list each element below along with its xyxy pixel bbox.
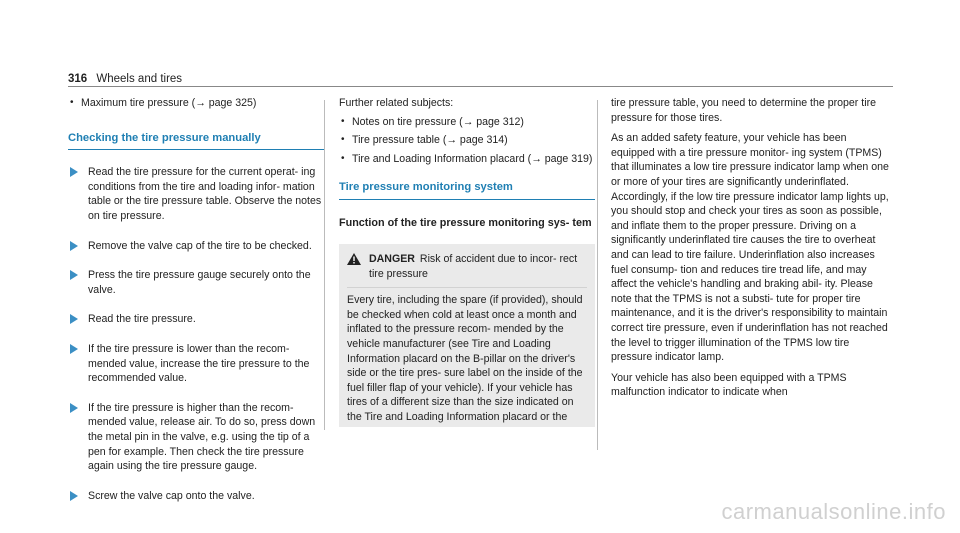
danger-box: [339, 244, 595, 427]
column-3: [611, 96, 893, 406]
step-item: [68, 268, 324, 297]
step-item: [68, 489, 324, 504]
section-title-manual-check: Checking the tire pressure manually: [68, 131, 324, 151]
header-divider: [68, 86, 893, 87]
list-item: [339, 115, 595, 130]
step-arrow-icon: [68, 401, 88, 474]
related-link: Notes on tire pressure (→ page 312): [352, 115, 524, 128]
page-header: [68, 73, 182, 85]
column-1: [68, 96, 324, 503]
paragraph: tire pressure table, you need to determine the proper tire pressure for those tires.: [611, 97, 876, 124]
danger-body: Every tire, including the spare (if provided), should be checked when cold at least once a month and inflated to the pressure recom- mended by the vehicle manufacturer (see Tire and Loading Information placard on the B-pillar on the driver's side or the tire pres- sure label on the inside of the fuel filler flap of your vehicle). If your vehicle has tires of a different size than the size indicated on the Tire and Loading Information placard or the: [347, 287, 587, 424]
column-2: [339, 96, 595, 427]
danger-summary: Risk of accident due to incor- rect tire pressure: [369, 252, 578, 280]
related-link: Tire pressure table (→ page 314): [352, 134, 508, 147]
bullet-icon: •: [341, 134, 345, 146]
step-arrow-icon: [68, 165, 88, 223]
list-item: [339, 152, 595, 167]
step-text: Read the tire pressure for the current operat- ing conditions from the tire and loading infor- mation table or the tire pressure table. Observe the notes on tire pressure.: [88, 166, 322, 222]
danger-label: DANGER: [369, 252, 415, 265]
step-item: [68, 312, 324, 327]
chapter-title: Wheels and tires: [96, 73, 183, 85]
step-item: [68, 165, 324, 223]
step-text: Screw the valve cap onto the valve.: [88, 489, 255, 502]
step-arrow-icon: [68, 312, 88, 327]
step-arrow-icon: [68, 342, 88, 386]
list-item: [339, 133, 595, 148]
bullet-icon: •: [70, 97, 74, 108]
related-label: Further related subjects:: [339, 97, 454, 109]
page-number: 316: [68, 73, 88, 85]
step-arrow-icon: [68, 489, 88, 504]
subheading: Function of the tire pressure monitoring sys- tem: [339, 216, 592, 229]
danger-header: [347, 252, 587, 281]
related-link: Tire and Loading Information placard (→ page 319): [352, 152, 593, 165]
list-item: [68, 96, 324, 111]
section-title-tpms: Tire pressure monitoring system: [339, 180, 595, 200]
bullet-icon: •: [341, 152, 345, 164]
step-arrow-icon: [68, 239, 88, 254]
column-divider: [324, 100, 325, 430]
step-item: [68, 342, 324, 386]
step-text: Remove the valve cap of the tire to be checked.: [88, 239, 312, 252]
step-text: Press the tire pressure gauge securely onto the valve.: [88, 269, 311, 296]
watermark: carmanualsonline.info: [721, 499, 946, 524]
step-text: If the tire pressure is lower than the recom- mended value, increase the tire pressure to the recommended value.: [88, 342, 310, 385]
step-item: [68, 239, 324, 254]
paragraph: Your vehicle has also been equipped with a TPMS malfunction indicator to indicate when: [611, 371, 847, 399]
step-arrow-icon: [68, 268, 88, 297]
step-text: If the tire pressure is higher than the recom- mended value, release air. To do so, press down the metal pin in the valve, e.g. using the tip of a pen for example. Then check the tire pressure again using the tire pressure gauge.: [88, 401, 316, 473]
column-divider: [597, 100, 598, 450]
bullet-text: Maximum tire pressure (→ page 325): [81, 97, 257, 109]
bullet-icon: •: [341, 115, 345, 127]
paragraph: As an added safety feature, your vehicle has been equipped with a tire pressure monitor- ing system (TPMS) that illuminates a low tire pressure indicator lamp when one or more of your tires are significantly underinflated. Accordingly, if the low tire pressure indicator lamp lights up, you should stop and check your tires as soon as possible, and inflate them to the proper pressure. Driving on a significantly underinflated tire causes the tire to overheat and can lead to tire failure. Underinflation also increases fuel consump- tion and reduces tire tread life, and may affect the vehicle's handling and braking abil- ity. Please note that the TPMS is not a substi- tute for proper tire maintenance, and it is the driver's responsibility to maintain correct tire pressure, even if underinflation has not reached the level to trigger illumination of the TPMS low tire pressure indicator lamp.: [611, 132, 889, 364]
warning-triangle-icon: [347, 253, 361, 265]
step-text: Read the tire pressure.: [88, 313, 196, 326]
step-item: [68, 401, 324, 474]
